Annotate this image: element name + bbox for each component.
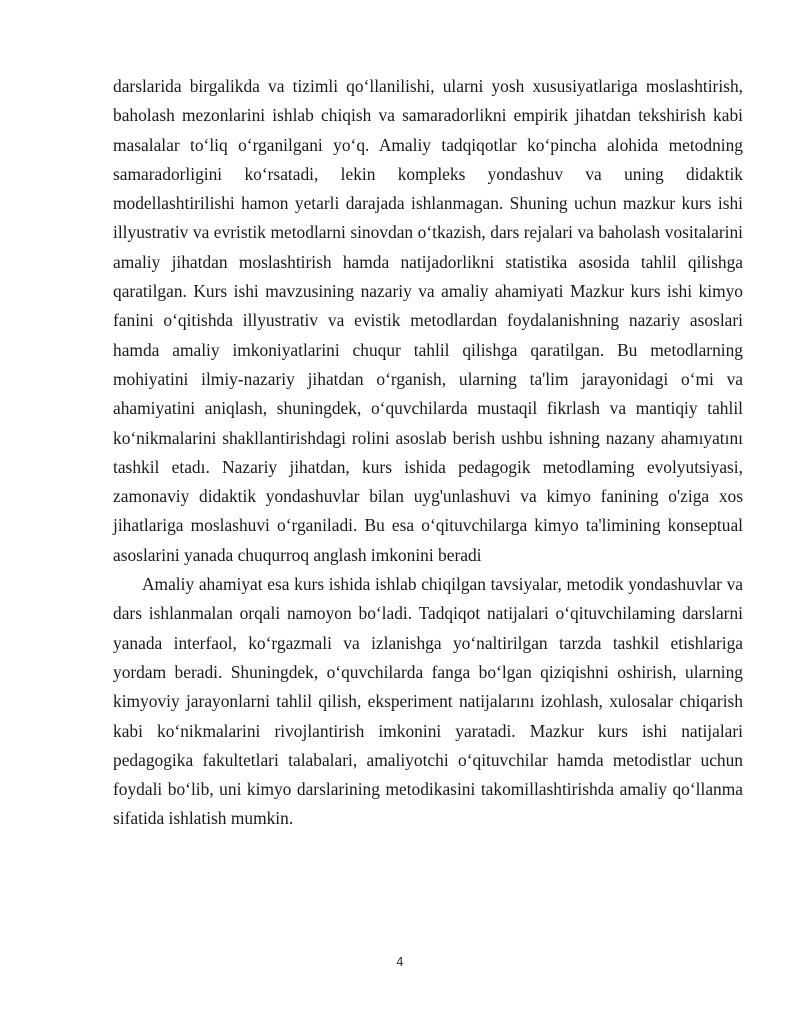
page-number: 4 xyxy=(396,955,404,969)
paragraph-practical-significance: Amaliy ahamiyat esa kurs ishida ishlab chiqilgan tavsiyalar, metodik yondashuvlar va dars ishlanmalan orqali namoyon bo‘ladi. Tadqiqot natijalari o‘qituvchilaming darslarni yanada interfaol, ko‘rgazmali va izlanishga yo‘naltirilgan tarzda tashkil etishlariga yordam beradi. Shuningdek, o‘quvchilarda fanga bo‘lgan qiziqishni oshirish, ularning kimyoviy jarayonlarni tahlil qilish, eksperiment natijalarını izohlash, xulosalar chiqarish kabi ko‘nikmalarini rivojlantirish imkonini yaratadi. Mazkur kurs ishi natijalari pedagogika fakultetlari talabalari, amaliyotchi o‘qituvchilar hamda metodistlar uchun foydali bo‘lib, uni kimyo darslarining metodikasini takomillashtirishda amaliy qo‘llanma sifatida ishlatish mumkin. xyxy=(113,574,743,829)
document-body xyxy=(113,72,743,834)
paragraph-continuation: darslarida birgalikda va tizimli qo‘llanilishi, ularni yosh xususiyatlariga moslashtirish, baholash mezonlarini ishlab chiqish va samaradorlikni empirik jihatdan tekshirish kabi masalalar to‘liq o‘rganilgani yo‘q. Amaliy tadqiqotlar ko‘pincha alohida metodning samaradorligini ko‘rsatadi, lekin kompleks yondashuv va uning didaktik modellashtirilishi hamon yetarli darajada ishlanmagan. Shuning uchun mazkur kurs ishi illyustrativ va evristik metodlarni sinovdan o‘tkazish, dars rejalari va baholash vositalarini amaliy jihatdan moslashtirish hamda natijadorlikni statistika asosida tahlil qilishga qaratilgan. Kurs ishi mavzusining nazariy va amaliy ahamiyati Mazkur kurs ishi kimyo fanini o‘qitishda illyustrativ va evistik metodlardan foydalanishning nazariy asoslari hamda amaliy imkoniyatlarini chuqur tahlil qilishga qaratilgan. Bu metodlarning mohiyatini ilmiy-nazariy jihatdan o‘rganish, ularning ta'lim jarayonidagi o‘mi va ahamiyatini aniqlash, shuningdek, o‘quvchilarda mustaqil fikrlash va mantiqiy tahlil ko‘nikmalarini shakllantirishdagi rolini asoslab berish ushbu ishning nazany ahamıyatını tashkil etadı. Nazariy jihatdan, kurs ishida pedagogik metodlaming evolyutsiyasi, zamonaviy didaktik yondashuvlar bilan uyg'unlashuvi va kimyo fanining o'ziga xos jihatlariga moslashuvi o‘rganiladi. Bu esa o‘qituvchilarga kimyo ta'limining konseptual asoslarini yanada chuqurroq anglash imkonini beradi xyxy=(113,76,743,565)
